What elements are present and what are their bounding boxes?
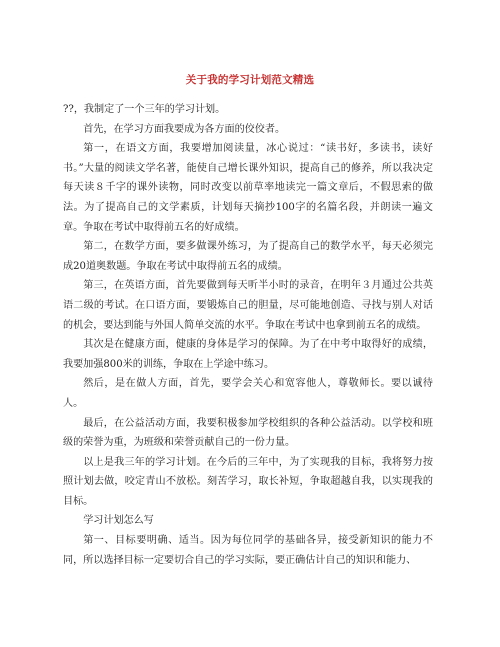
paragraph: 第二，在数学方面，要多做课外练习，为了提高自己的数学水平，每天必须完成20道奥数题。争取在考试中取得前五名的成绩。 [63,241,433,272]
paragraph: 第一，在语文方面，我要增加阅读量，冰心说过：“读书好，多读书，读好书。”大量的阅读文学名著，能使自己增长课外知识，提高自己的修养，所以我决定每天读８千字的课外读物，同时改变以前草率地读完一篇文章后，不假思索的做法。为了提高自己的文学素质，计划每天摘抄100字的名篇名段，并朗读一遍文章。争取在考试中取得前五名的好成绩。 [63,143,433,233]
paragraph: 第三，在英语方面，首先要做到每天听半小时的录音，在明年３月通过公共英语二级的考试。在口语方面，要锻炼自己的胆量，尽可能地创造、寻找与别人对话的机会，要达到能与外国人简单交流的水平。争取在考试中也拿到前五名的成绩。 [63,280,433,331]
paragraph: 首先，在学习方面我要成为各方面的佼佼者。 [83,123,286,135]
section-heading: 学习计划怎么写 [83,515,154,527]
paragraph: 以上是我三年的学习计划。在今后的三年中，为了实现我的目标，我将努力按照计划去做，咬定青山不放松。刻苦学习，取长补短，争取超越自我，以实现我的目标。 [63,456,433,507]
paragraph: 然后，是在做人方面，首先，要学会关心和宽容他人，尊敬师长。要以诚待人。 [63,378,433,409]
paragraph: 其次是在健康方面，健康的身体是学习的保障。为了在中考中取得好的成绩，我要加强800米的训练，争取在上学途中练习。 [63,339,433,370]
paragraph: 第一、目标要明确、适当。因为每位同学的基础各异，接受新知识的能力不同，所以选择目标一定要切合自己的学习实际，要正确估计自己的知识和能力、 [63,535,433,566]
document-title: 关于我的学习计划范文精选 [185,74,315,86]
paragraph: 最后，在公益活动方面，我要积极参加学校组织的各种公益活动。以学校和班级的荣誉为重，为班级和荣誉贡献自己的一份力量。 [63,417,433,449]
paragraph: ??，我制定了一个三年的学习计划。 [63,104,226,115]
document-body [63,100,433,570]
